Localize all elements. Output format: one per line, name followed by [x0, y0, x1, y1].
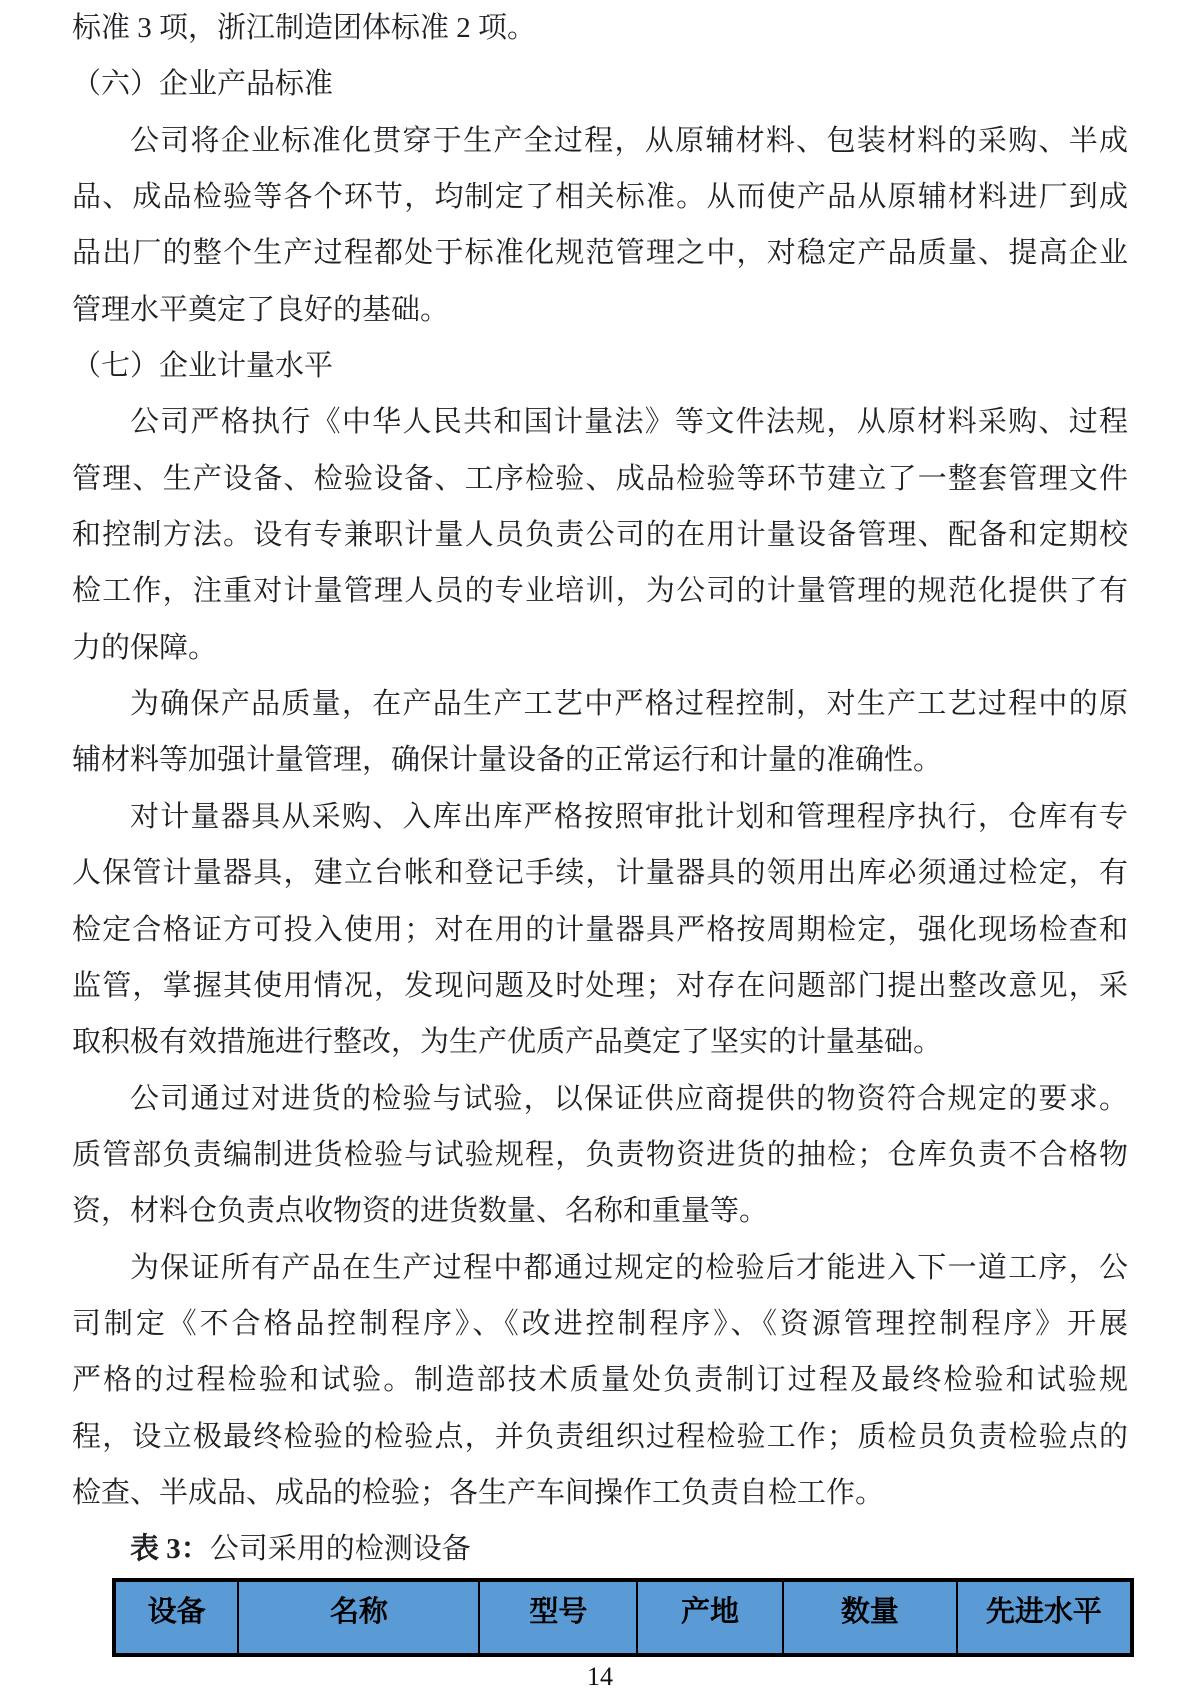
- table-caption: [72, 1521, 1128, 1577]
- caption-label: 表 3：: [130, 1533, 210, 1566]
- text-line: 对计量器具从采购、入库出库严格按照审批计划和管理程序执行，仓库有专: [130, 800, 1128, 833]
- text-line: 和控制方法。设有专兼职计量人员负责公司的在用计量设备管理、配备和定期校: [72, 519, 1128, 552]
- text-line: （七）企业计量水平: [72, 350, 334, 383]
- text-line: 为确保产品质量，在产品生产工艺中严格过程控制，对生产工艺过程中的原: [130, 688, 1128, 721]
- text-line: 力的保障。: [72, 631, 218, 664]
- text-line: 检定合格证方可投入使用；对在用的计量器具严格按周期检定，强化现场检查和: [72, 913, 1128, 946]
- text-line: 为保证所有产品在生产过程中都通过规定的检验后才能进入下一道工序，公: [130, 1251, 1128, 1284]
- table-header-cell: 设备: [114, 1580, 238, 1655]
- document-content: [72, 0, 1128, 1692]
- text-line: 检查、半成品、成品的检验；各生产车间操作工负责自检工作。: [72, 1476, 885, 1509]
- text-line: 质管部负责编制进货检验与试验规程，负责物资进货的抽检；仓库负责不合格物: [72, 1138, 1128, 1171]
- table-header-cell: 名称: [238, 1580, 479, 1655]
- text-line: 公司严格执行《中华人民共和国计量法》等文件法规，从原材料采购、过程: [130, 406, 1128, 439]
- text-line: 公司通过对进货的检验与试验，以保证供应商提供的物资符合规定的要求。: [130, 1082, 1128, 1115]
- equipment-table: [112, 1578, 1134, 1657]
- text-line: 品、成品检验等各个环节，均制定了相关标准。从而使产品从原辅材料进厂到成: [72, 181, 1128, 214]
- text-line: 程，设立极最终检验的检验点，并负责组织过程检验工作；质检员负责检验点的: [72, 1420, 1128, 1453]
- text-line: 资，材料仓负责点收物资的进货数量、名称和重量等。: [72, 1195, 769, 1228]
- table-header-cell: 产地: [637, 1580, 783, 1655]
- caption-text: 公司采用的检测设备: [209, 1533, 471, 1566]
- text-line: 品出厂的整个生产过程都处于标准化规范管理之中，对稳定产品质量、提高企业: [72, 237, 1128, 270]
- page-number: 14: [587, 1661, 613, 1691]
- text-line: 取积极有效措施进行整改，为生产优质产品奠定了坚实的计量基础。: [72, 1026, 943, 1059]
- table-header-row: [114, 1580, 1132, 1655]
- text-line: 监管，掌握其使用情况，发现问题及时处理；对存在问题部门提出整改意见，采: [72, 969, 1128, 1002]
- text-line: 管理、生产设备、检验设备、工序检验、成品检验等环节建立了一整套管理文件: [72, 462, 1128, 495]
- text-line: 司制定《不合格品控制程序》、《改进控制程序》、《资源管理控制程序》开展: [72, 1307, 1128, 1340]
- text-line: 管理水平奠定了良好的基础。: [72, 293, 450, 326]
- table-header-cell: 型号: [479, 1580, 637, 1655]
- text-lines: [72, 0, 1128, 1521]
- text-line: 标准 3 项，浙江制造团体标准 2 项。: [72, 12, 537, 44]
- text-line: 严格的过程检验和试验。制造部技术质量处负责制订过程及最终检验和试验规: [72, 1364, 1128, 1397]
- text-line: 检工作，注重对计量管理人员的专业培训，为公司的计量管理的规范化提供了有: [72, 575, 1128, 608]
- text-line: 公司将企业标准化贯穿于生产全过程，从原辅材料、包装材料的采购、半成: [130, 124, 1128, 157]
- table-header-cell: 先进水平: [957, 1580, 1132, 1655]
- text-line: 人保管计量器具，建立台帐和登记手续，计量器具的领用出库必须通过检定，有: [72, 857, 1128, 890]
- text-line: 辅材料等加强计量管理，确保计量设备的正常运行和计量的准确性。: [72, 744, 943, 777]
- text-line: （六）企业产品标准: [72, 68, 334, 101]
- table-header-cell: 数量: [783, 1580, 957, 1655]
